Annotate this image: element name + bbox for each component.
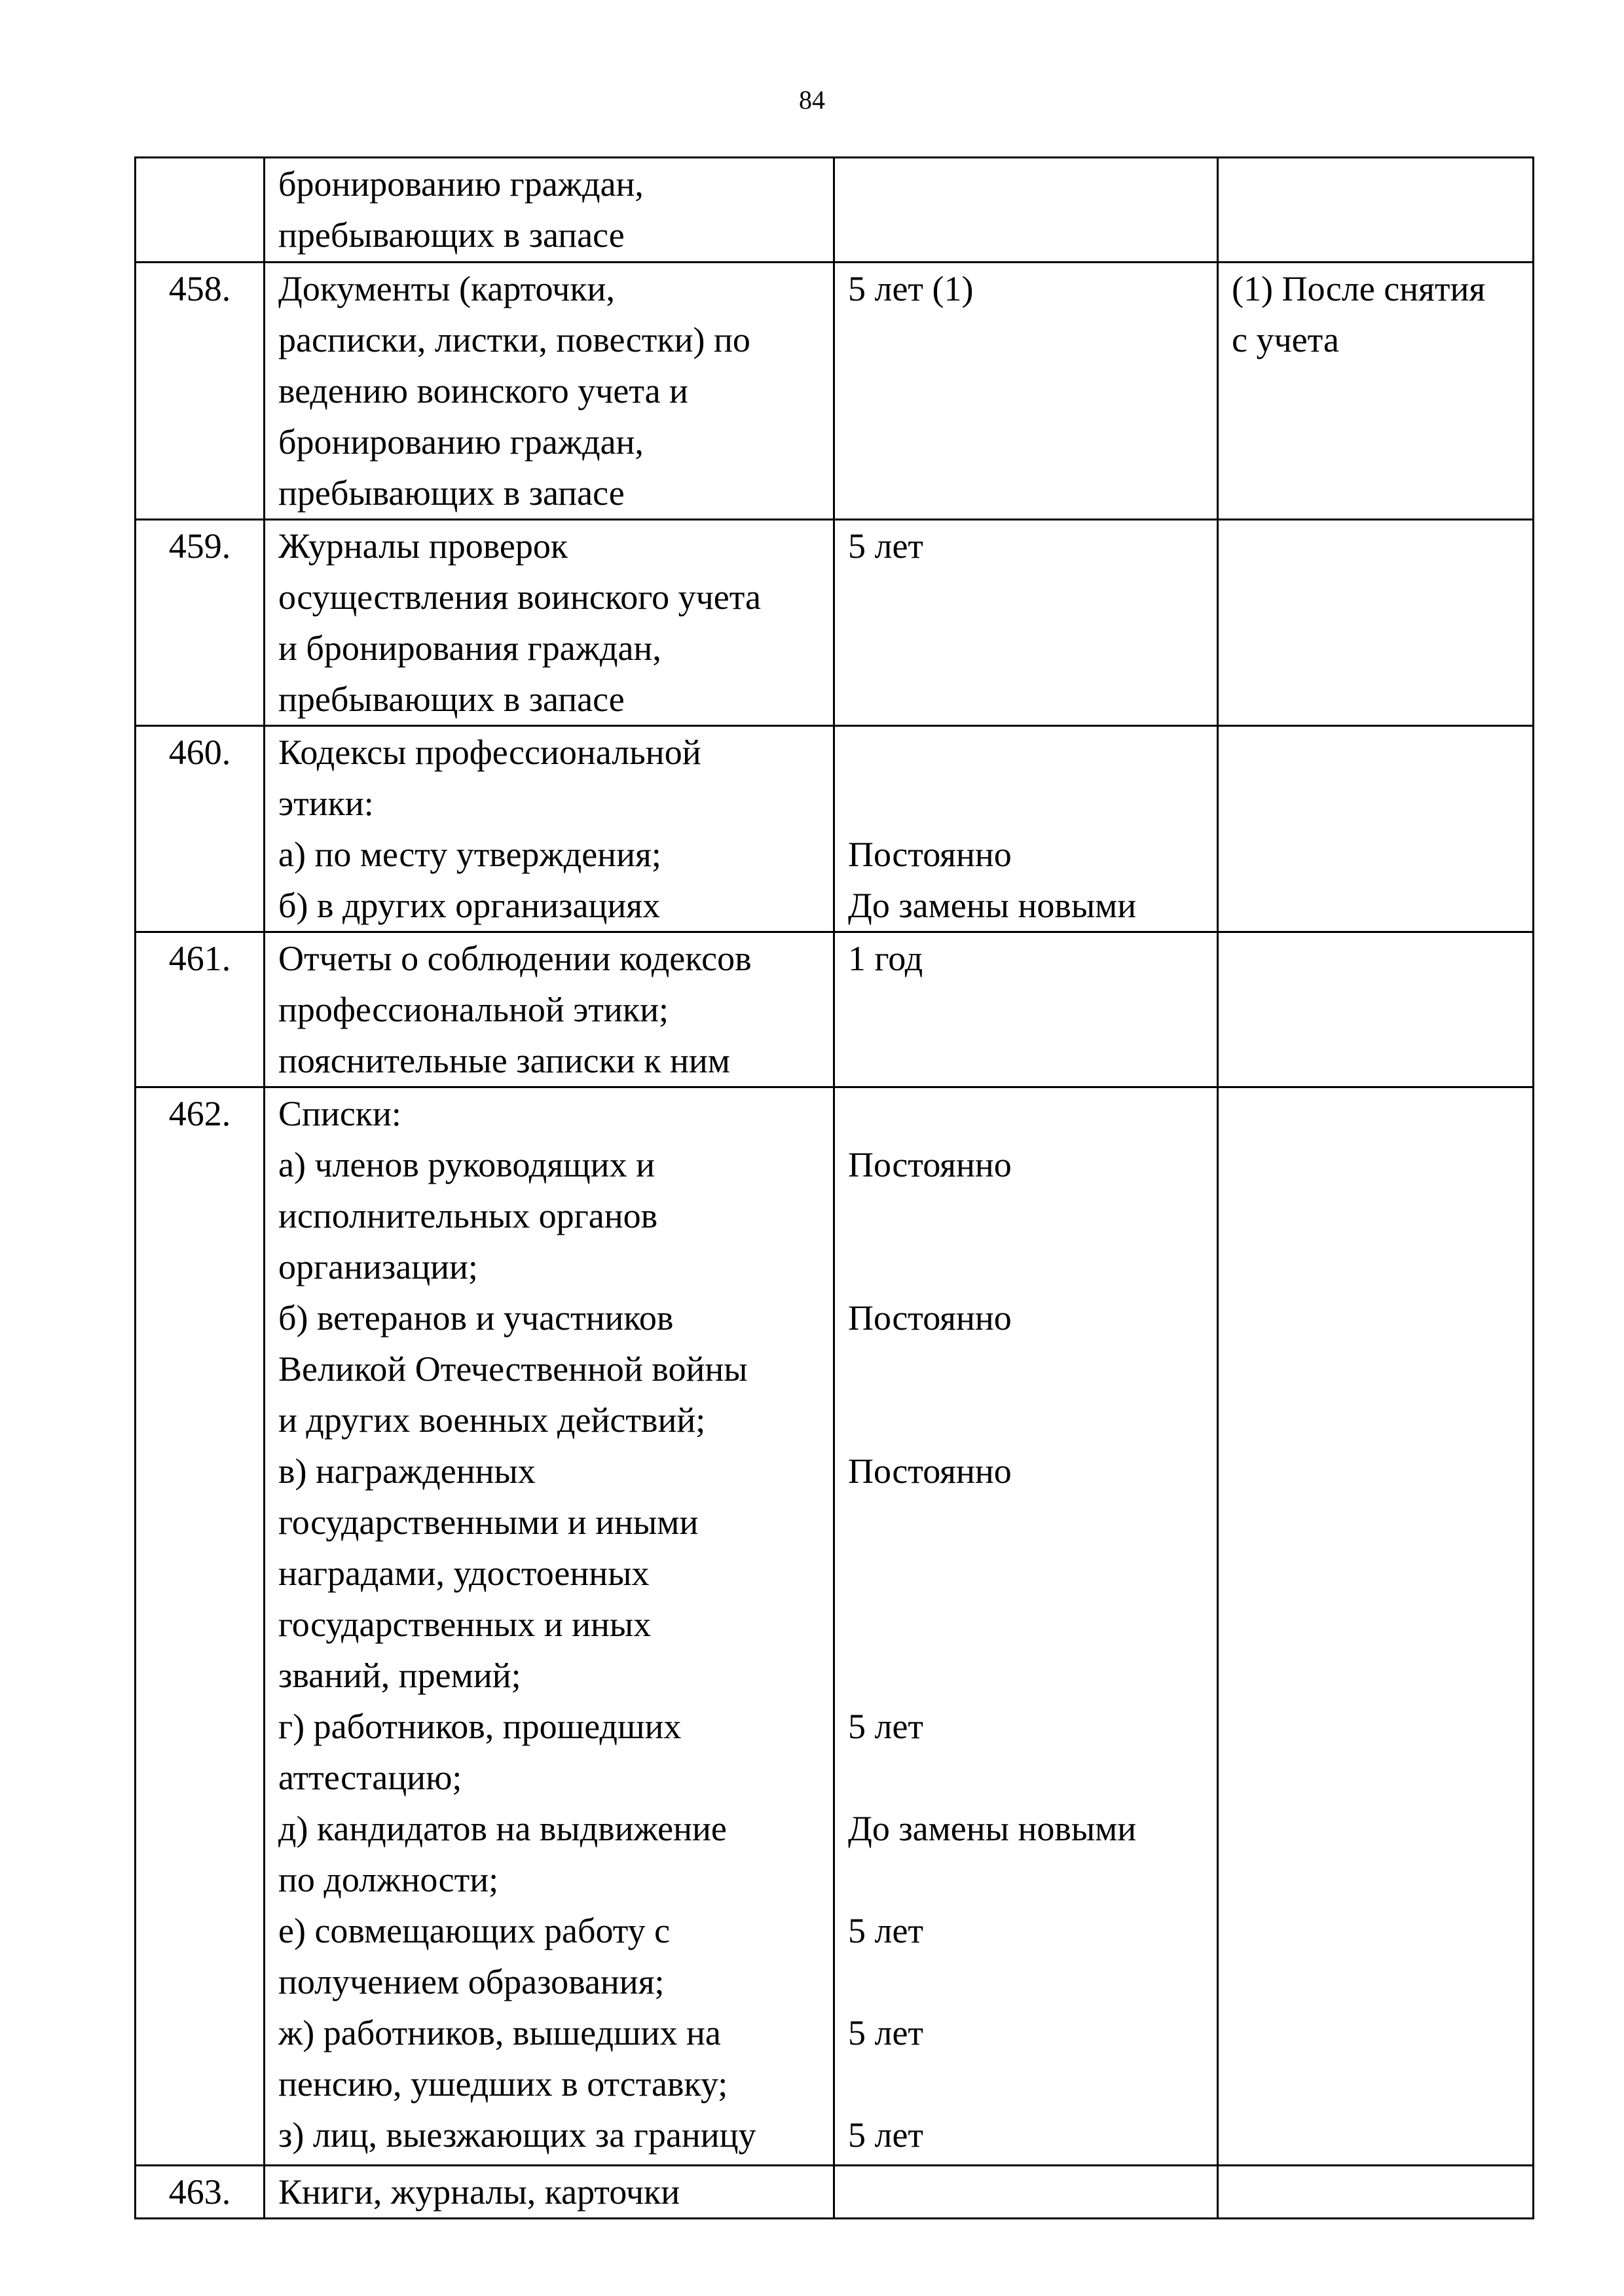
note-cell: [1218, 263, 1534, 520]
doc-type-line: исполнительных органов: [278, 1196, 658, 1235]
note-cell: [1218, 726, 1534, 932]
retention-term-line: 5 лет (1): [848, 269, 974, 308]
doc-type-line: получением образования;: [278, 1962, 665, 2001]
doc-type-line: бронированию граждан,: [278, 422, 644, 462]
row-number: 460.: [136, 726, 265, 932]
doc-type-line: б) в других организациях: [278, 886, 661, 925]
doc-type-line: этики:: [278, 784, 374, 823]
doc-type-line: пенсию, ушедших в отставку;: [278, 2064, 728, 2104]
row-number: 463.: [136, 2166, 265, 2219]
note-cell: [1218, 1087, 1534, 2166]
doc-type-line: а) по месту утверждения;: [278, 835, 661, 874]
doc-type-line: аттестацию;: [278, 1758, 462, 1797]
note-cell: [1218, 2166, 1534, 2219]
retention-term-line: [848, 1956, 1210, 2007]
doc-type-cell: [265, 158, 834, 263]
doc-type-line: осуществления воинского учета: [278, 577, 761, 617]
retention-term-cell: [834, 726, 1218, 932]
doc-type-line: Журналы проверок: [278, 526, 568, 566]
doc-type-cell: [265, 726, 834, 932]
row-number: 459.: [136, 520, 265, 726]
note-cell: [1218, 520, 1534, 726]
retention-term-line: Постоянно: [848, 1145, 1012, 1184]
table-row: [136, 726, 1534, 932]
doc-type-line: з) лиц, выезжающих за границу: [278, 2115, 756, 2155]
note-line: (1) После снятия: [1232, 269, 1486, 308]
retention-term-line: Постоянно: [848, 1451, 1012, 1491]
doc-type-line: профессиональной этики;: [278, 990, 669, 1029]
retention-term-cell: [834, 932, 1218, 1087]
retention-term-line: До замены новыми: [848, 1809, 1137, 1848]
doc-type-line: Отчеты о соблюдении кодексов: [278, 939, 752, 978]
retention-term-line: [848, 1497, 1210, 1548]
retention-term-cell: [834, 2166, 1218, 2219]
doc-type-line: бронированию граждан,: [278, 164, 644, 204]
doc-type-line: г) работников, прошедших: [278, 1707, 682, 1746]
doc-type-line: пояснительные записки к ним: [278, 1041, 730, 1080]
table-body: [136, 158, 1534, 2219]
doc-type-cell: [265, 1087, 834, 2166]
retention-term-line: 5 лет: [848, 1911, 924, 1950]
retention-term-line: 5 лет: [848, 2115, 924, 2155]
retention-term-line: [848, 1343, 1210, 1394]
retention-term-line: [848, 1190, 1210, 1241]
retention-term-line: 5 лет: [848, 1707, 924, 1746]
retention-term-line: [848, 1241, 1210, 1292]
doc-type-line: Книги, журналы, карточки: [278, 2172, 680, 2212]
retention-term-cell: [834, 158, 1218, 263]
doc-type-line: пребывающих в запасе: [278, 473, 625, 513]
doc-type-line: Кодексы профессиональной: [278, 733, 701, 772]
doc-type-line: д) кандидатов на выдвижение: [278, 1809, 727, 1848]
retention-term-line: [848, 2058, 1210, 2109]
retention-term-line: [848, 727, 1210, 778]
retention-term-line: [848, 1548, 1210, 1599]
retention-term-line: 1 год: [848, 939, 923, 978]
doc-type-line: в) награжденных: [278, 1451, 536, 1491]
doc-type-line: ж) работников, вышедших на: [278, 2013, 721, 2052]
row-number: [136, 158, 265, 263]
retention-term-line: До замены новыми: [848, 886, 1137, 925]
doc-type-line: Документы (карточки,: [278, 269, 615, 308]
doc-type-line: по должности;: [278, 1860, 499, 1899]
doc-type-line: и других военных действий;: [278, 1400, 706, 1440]
row-number: 461.: [136, 932, 265, 1087]
doc-type-line: Списки:: [278, 1094, 401, 1133]
retention-schedule-table: [134, 156, 1534, 2219]
retention-term-cell: [834, 263, 1218, 520]
note-cell: [1218, 932, 1534, 1087]
table-row: [136, 1087, 1534, 2166]
retention-term-line: Постоянно: [848, 1298, 1012, 1338]
table-row: [136, 520, 1534, 726]
doc-type-line: государственными и иными: [278, 1503, 699, 1542]
doc-type-line: Великой Отечественной войны: [278, 1349, 748, 1389]
note-cell: [1218, 158, 1534, 263]
retention-term-cell: [834, 1087, 1218, 2166]
table-row: [136, 932, 1534, 1087]
page-number: 84: [799, 85, 825, 115]
doc-type-cell: [265, 520, 834, 726]
note-line: с учета: [1232, 320, 1339, 359]
retention-term-line: [848, 1599, 1210, 1650]
doc-type-cell: [265, 263, 834, 520]
doc-type-line: званий, премий;: [278, 1656, 521, 1695]
doc-type-line: ведению воинского учета и: [278, 371, 688, 410]
row-number: 458.: [136, 263, 265, 520]
table-row: [136, 263, 1534, 520]
table-row: [136, 2166, 1534, 2219]
retention-term-line: Постоянно: [848, 835, 1012, 874]
retention-term-line: 5 лет: [848, 526, 924, 566]
doc-type-line: пребывающих в запасе: [278, 215, 625, 255]
row-number: 462.: [136, 1087, 265, 2166]
doc-type-cell: [265, 932, 834, 1087]
doc-type-line: наградами, удостоенных: [278, 1554, 650, 1593]
doc-type-line: б) ветеранов и участников: [278, 1298, 674, 1338]
doc-type-line: е) совмещающих работу с: [278, 1911, 671, 1950]
retention-term-line: [848, 1394, 1210, 1446]
doc-type-line: расписки, листки, повестки) по: [278, 320, 750, 359]
doc-type-line: государственных и иных: [278, 1605, 652, 1644]
retention-term-line: [848, 1752, 1210, 1803]
table-row: [136, 158, 1534, 263]
retention-term-line: 5 лет: [848, 2013, 924, 2052]
doc-type-line: и бронирования граждан,: [278, 629, 661, 668]
retention-term-cell: [834, 520, 1218, 726]
doc-type-line: организации;: [278, 1247, 478, 1286]
retention-term-line: [848, 1650, 1210, 1701]
retention-term-line: [848, 1088, 1210, 1139]
doc-type-line: пребывающих в запасе: [278, 680, 625, 719]
doc-type-line: а) членов руководящих и: [278, 1145, 655, 1184]
retention-term-line: [848, 778, 1210, 829]
doc-type-cell: [265, 2166, 834, 2219]
retention-term-line: [848, 1854, 1210, 1905]
